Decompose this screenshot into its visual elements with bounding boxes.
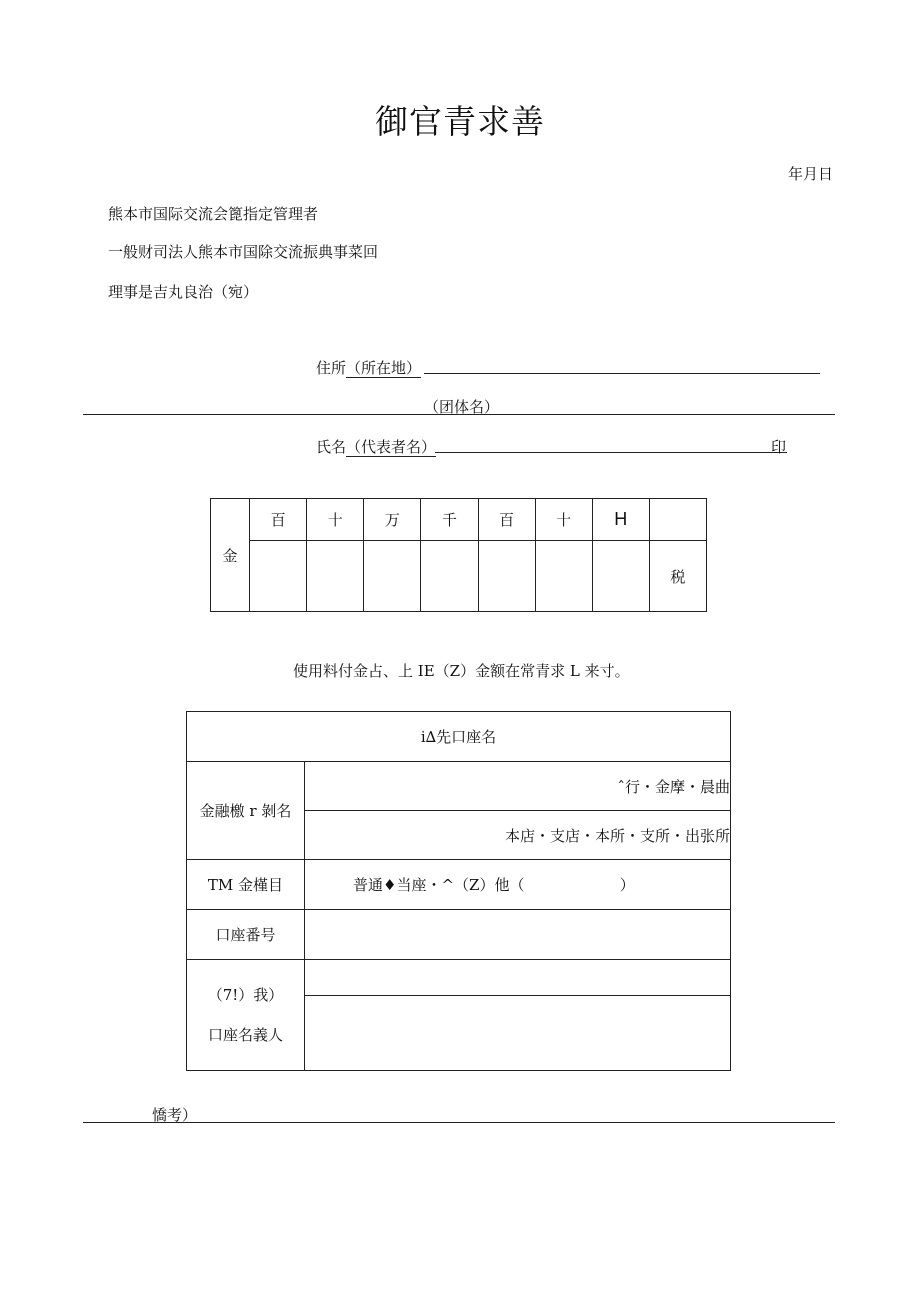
name-field[interactable] [316,436,436,457]
tax-cell[interactable] [649,541,706,612]
remarks-label: 憍考） [152,1106,198,1124]
digit-header: H [592,499,649,541]
amount-side-label: 金 [211,499,250,612]
institution-row-1[interactable]: ˆ行・金摩・晨曲 [305,762,731,811]
holder-kana-field[interactable] [305,960,731,996]
digit-cell[interactable] [535,541,592,612]
seal-mark: 印 [771,438,787,456]
account-number-field[interactable] [305,910,731,960]
name-underline [435,452,787,453]
digit-header: 百 [250,499,307,541]
digit-header: 千 [421,499,478,541]
digit-cell[interactable] [364,541,421,612]
holder-label-2: 口座名義人 [207,1026,283,1044]
address-sublabel: （所在地） [346,359,422,377]
date-line: 年月日 [788,165,834,183]
instruction-note: 使用料付金占、上 IE（Z）金额在常青求 L 来寸。 [293,662,630,680]
bank-header: i∆先口座名 [187,712,731,762]
holder-name-field[interactable] [305,996,731,1071]
org-rule [83,414,835,415]
recipient-line-3: 理事是吉丸良治（宛） [108,283,259,301]
org-label: （团体名） [424,398,500,416]
digit-cell[interactable] [592,541,649,612]
institution-row-2[interactable]: 本店・支店・本所・支所・出张所 [305,811,731,860]
digit-cell[interactable] [421,541,478,612]
digit-cell[interactable] [250,541,307,612]
account-type-label: TM 金槿目 [187,860,305,910]
name-sublabel: （代表者名） [346,438,437,456]
digit-cell[interactable] [478,541,535,612]
amount-table [210,498,707,612]
address-label: 住所 [316,359,347,377]
digit-header [649,499,706,541]
remarks-rule [83,1122,835,1123]
institution-label: 金融檄 r 剝名 [187,762,305,860]
name-label: 氏名 [316,438,347,456]
account-number-label: 口座番号 [187,910,305,960]
address-underline [424,373,820,374]
recipient-line-2: 一般财司法人熊本市国除交流振典事菜回 [108,243,379,261]
bank-table [186,711,731,1071]
address-field[interactable] [316,357,421,378]
digit-header: 十 [307,499,364,541]
digit-header: 万 [364,499,421,541]
recipient-line-1: 熊本市国际交流会篦指定管理者 [108,205,319,223]
digit-cell[interactable] [307,541,364,612]
digit-header: 百 [478,499,535,541]
tax-label: 税 [670,568,686,586]
document-title: 御官青求善 [375,102,545,141]
holder-label-1: （7!）我） [207,986,284,1004]
account-type-value[interactable]: 普通♦当座・^（Z）他（ ） [305,860,731,910]
digit-header: 十 [535,499,592,541]
holder-label-cell [187,960,305,1071]
